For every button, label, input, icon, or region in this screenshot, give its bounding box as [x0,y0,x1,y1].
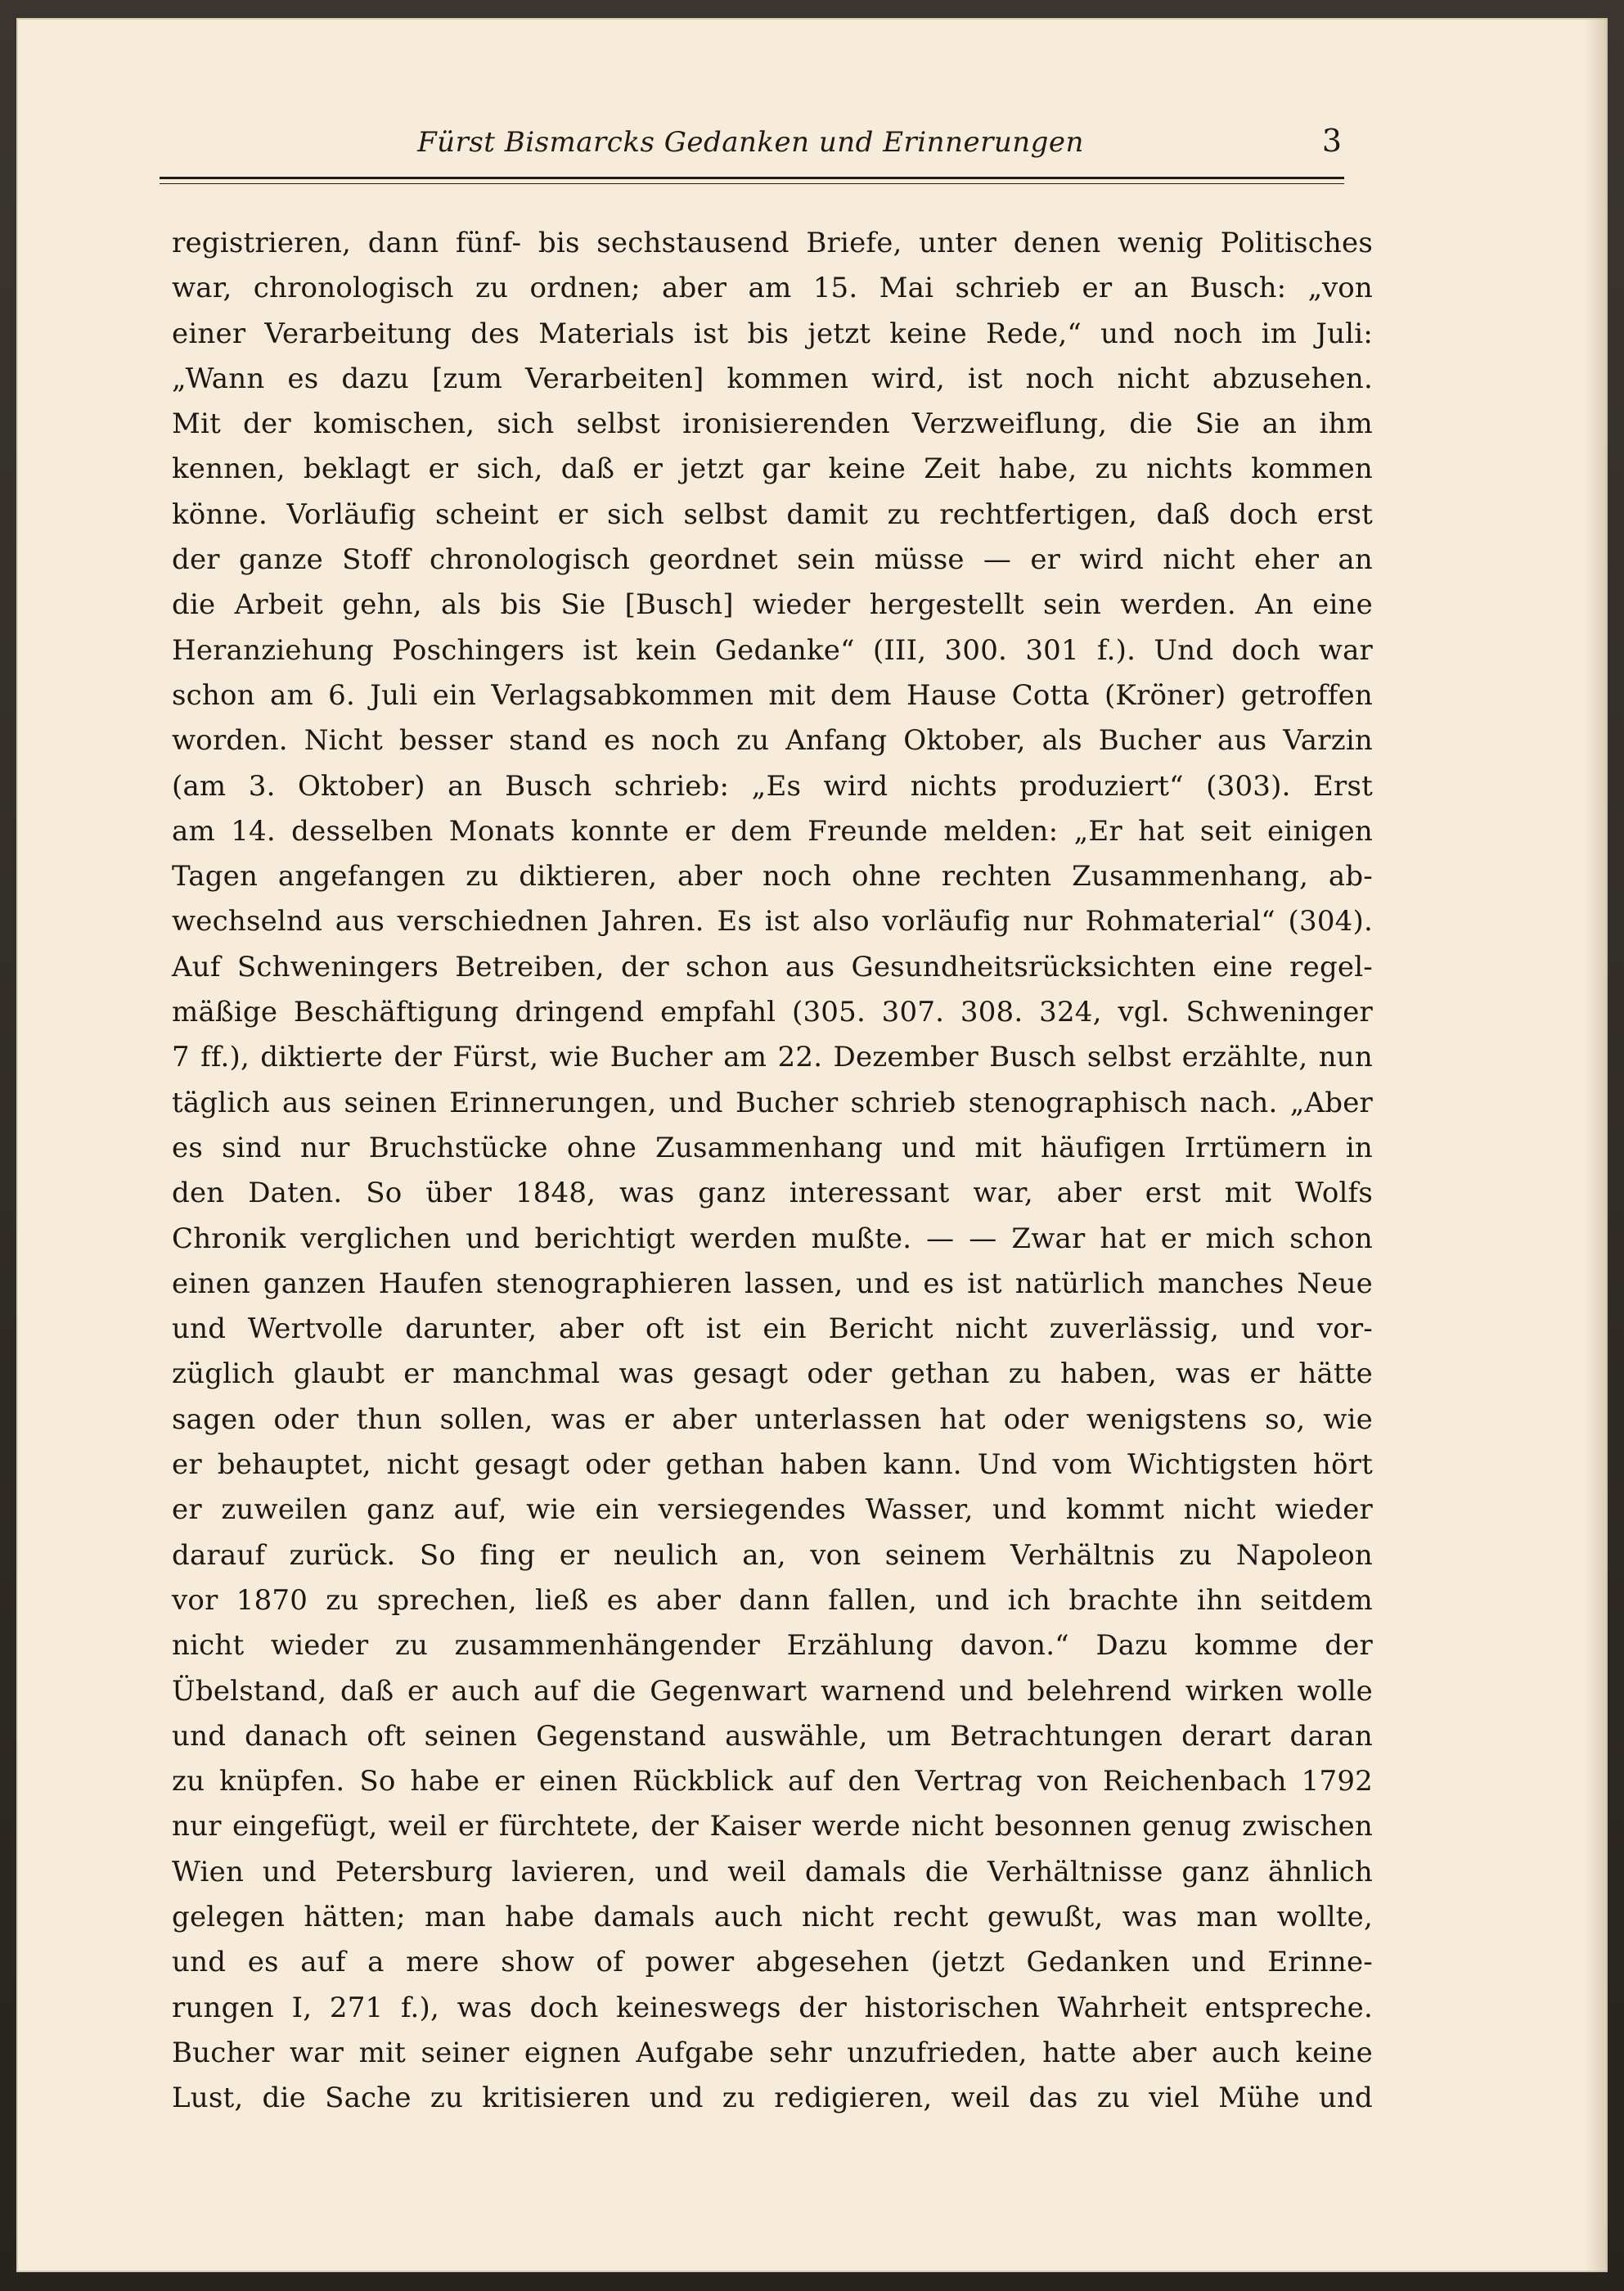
text-line: und danach oft seinen Gegenstand auswähle, um Betrachtungen derart daran [172,1719,1373,1753]
text-line: worden. Nicht besser stand es noch zu Anfang Oktober, als Bucher aus Varzin [172,724,1373,758]
running-title: Fürst Bismarcks Gedanken und Erinnerungen [417,126,1084,159]
running-header [160,121,1342,170]
text-line: Bucher war mit seiner eignen Aufgabe sehr unzufrieden, hatte aber auch keine [172,2036,1373,2069]
text-line: Chronik verglichen und berichtigt werden mußte. — — Zwar hat er mich schon [172,1222,1373,1255]
text-line: Mit der komischen, sich selbst ironisierenden Verzweiflung, die Sie an ihm [172,407,1373,441]
text-line: „Wann es dazu [zum Verarbeiten] kommen wird, ist noch nicht abzusehen. [172,362,1373,395]
text-line: war, chronologisch zu ordnen; aber am 15. Mai schrieb er an Busch: „von [172,272,1373,305]
page-edge-shadow [1585,18,1608,2272]
text-line: schon am 6. Juli ein Verlagsabkommen mit dem Hause Cotta (Kröner) getroffen [172,678,1373,712]
header-rule-thick [160,177,1344,179]
text-line: zu knüpfen. So habe er einen Rückblick auf den Vertrag von Reichenbach 1792 [172,1765,1373,1798]
text-line: und Wertvolle darunter, aber oft ist ein Bericht nicht zuverlässig, und vor- [172,1312,1373,1346]
text-line: Lust, die Sache zu kritisieren und zu redigieren, weil das zu viel Mühe und [172,2082,1373,2115]
text-line: darauf zurück. So fing er neulich an, von seinem Verhältnis zu Napoleon [172,1538,1373,1572]
text-line: mäßige Beschäftigung dringend empfahl (305. 307. 308. 324, vgl. Schweninger [172,996,1373,1029]
text-line: täglich aus seinen Erinnerungen, und Bucher schrieb stenographisch nach. „Aber [172,1086,1373,1119]
text-line: nur eingefügt, weil er fürchtete, der Kaiser werde nicht besonnen genug zwischen [172,1810,1373,1843]
text-line: gelegen hätten; man habe damals auch nicht recht gewußt, was man wollte, [172,1900,1373,1933]
text-line: (am 3. Oktober) an Busch schrieb: „Es wird nichts produziert“ (303). Erst [172,769,1373,803]
text-line: Übelstand, daß er auch auf die Gegenwart warnend und belehrend wirken wolle [172,1674,1373,1708]
text-line: Heranziehung Poschingers ist kein Gedanke“ (III, 300. 301 f.). Und doch war [172,633,1373,667]
text-line: Wien und Petersburg lavieren, und weil damals die Verhältnisse ganz ähnlich [172,1855,1373,1888]
page-number: 3 [1321,123,1342,159]
text-line: einen ganzen Haufen stenographieren lassen, und es ist natürlich manches Neue [172,1267,1373,1300]
text-line: es sind nur Bruchstücke ohne Zusammenhang und mit häufigen Irrtümern in [172,1131,1373,1164]
text-line: am 14. desselben Monats konnte er dem Freunde melden: „Er hat seit einigen [172,814,1373,848]
text-line: 7 ff.), diktierte der Fürst, wie Bucher am 22. Dezember Busch selbst erzählte, nun [172,1041,1373,1074]
text-line: er zuweilen ganz auf, wie ein versiegendes Wasser, und kommt nicht wieder [172,1493,1373,1527]
text-line: Tagen angefangen zu diktieren, aber noch ohne rechten Zusammenhang, ab- [172,860,1373,893]
text-line: Auf Schweningers Betreiben, der schon aus Gesundheitsrücksichten eine regel- [172,950,1373,983]
text-line: den Daten. So über 1848, was ganz interessant war, aber erst mit Wolfs [172,1177,1373,1210]
text-line: züglich glaubt er manchmal was gesagt oder gethan zu haben, was er hätte [172,1357,1373,1391]
text-line: könne. Vorläufig scheint er sich selbst damit zu rechtfertigen, daß doch erst [172,497,1373,531]
text-line: der ganze Stoff chronologisch geordnet sein müsse — er wird nicht eher an [172,543,1373,577]
text-line: die Arbeit gehn, als bis Sie [Busch] wieder hergestellt sein werden. An eine [172,588,1373,622]
text-line: er behauptet, nicht gesagt oder gethan haben kann. Und vom Wichtigsten hört [172,1448,1373,1482]
text-line: registrieren, dann fünf- bis sechstausend Briefe, unter denen wenig Politisches [172,227,1373,259]
body-text [172,221,1373,2121]
text-line: nicht wieder zu zusammenhängender Erzählung davon.“ Dazu komme der [172,1629,1373,1663]
text-line: und es auf a mere show of power abgesehen (jetzt Gedanken und Erinne- [172,1946,1373,1979]
text-line: sagen oder thun sollen, was er aber unterlassen hat oder wenigstens so, wie [172,1402,1373,1436]
text-line: rungen I, 271 f.), was doch keineswegs der historischen Wahrheit entspreche. [172,1991,1373,2024]
header-rule-thin [160,183,1344,184]
text-line: wechselnd aus verschiednen Jahren. Es ist also vorläufig nur Rohmaterial“ (304). [172,905,1373,938]
text-line: einer Verarbeitung des Materials ist bis jetzt keine Rede,“ und noch im Juli: [172,317,1373,350]
text-line: kennen, beklagt er sich, daß er jetzt gar keine Zeit habe, zu nichts kommen [172,452,1373,486]
text-line: vor 1870 zu sprechen, ließ es aber dann fallen, und ich brachte ihn seitdem [172,1583,1373,1617]
